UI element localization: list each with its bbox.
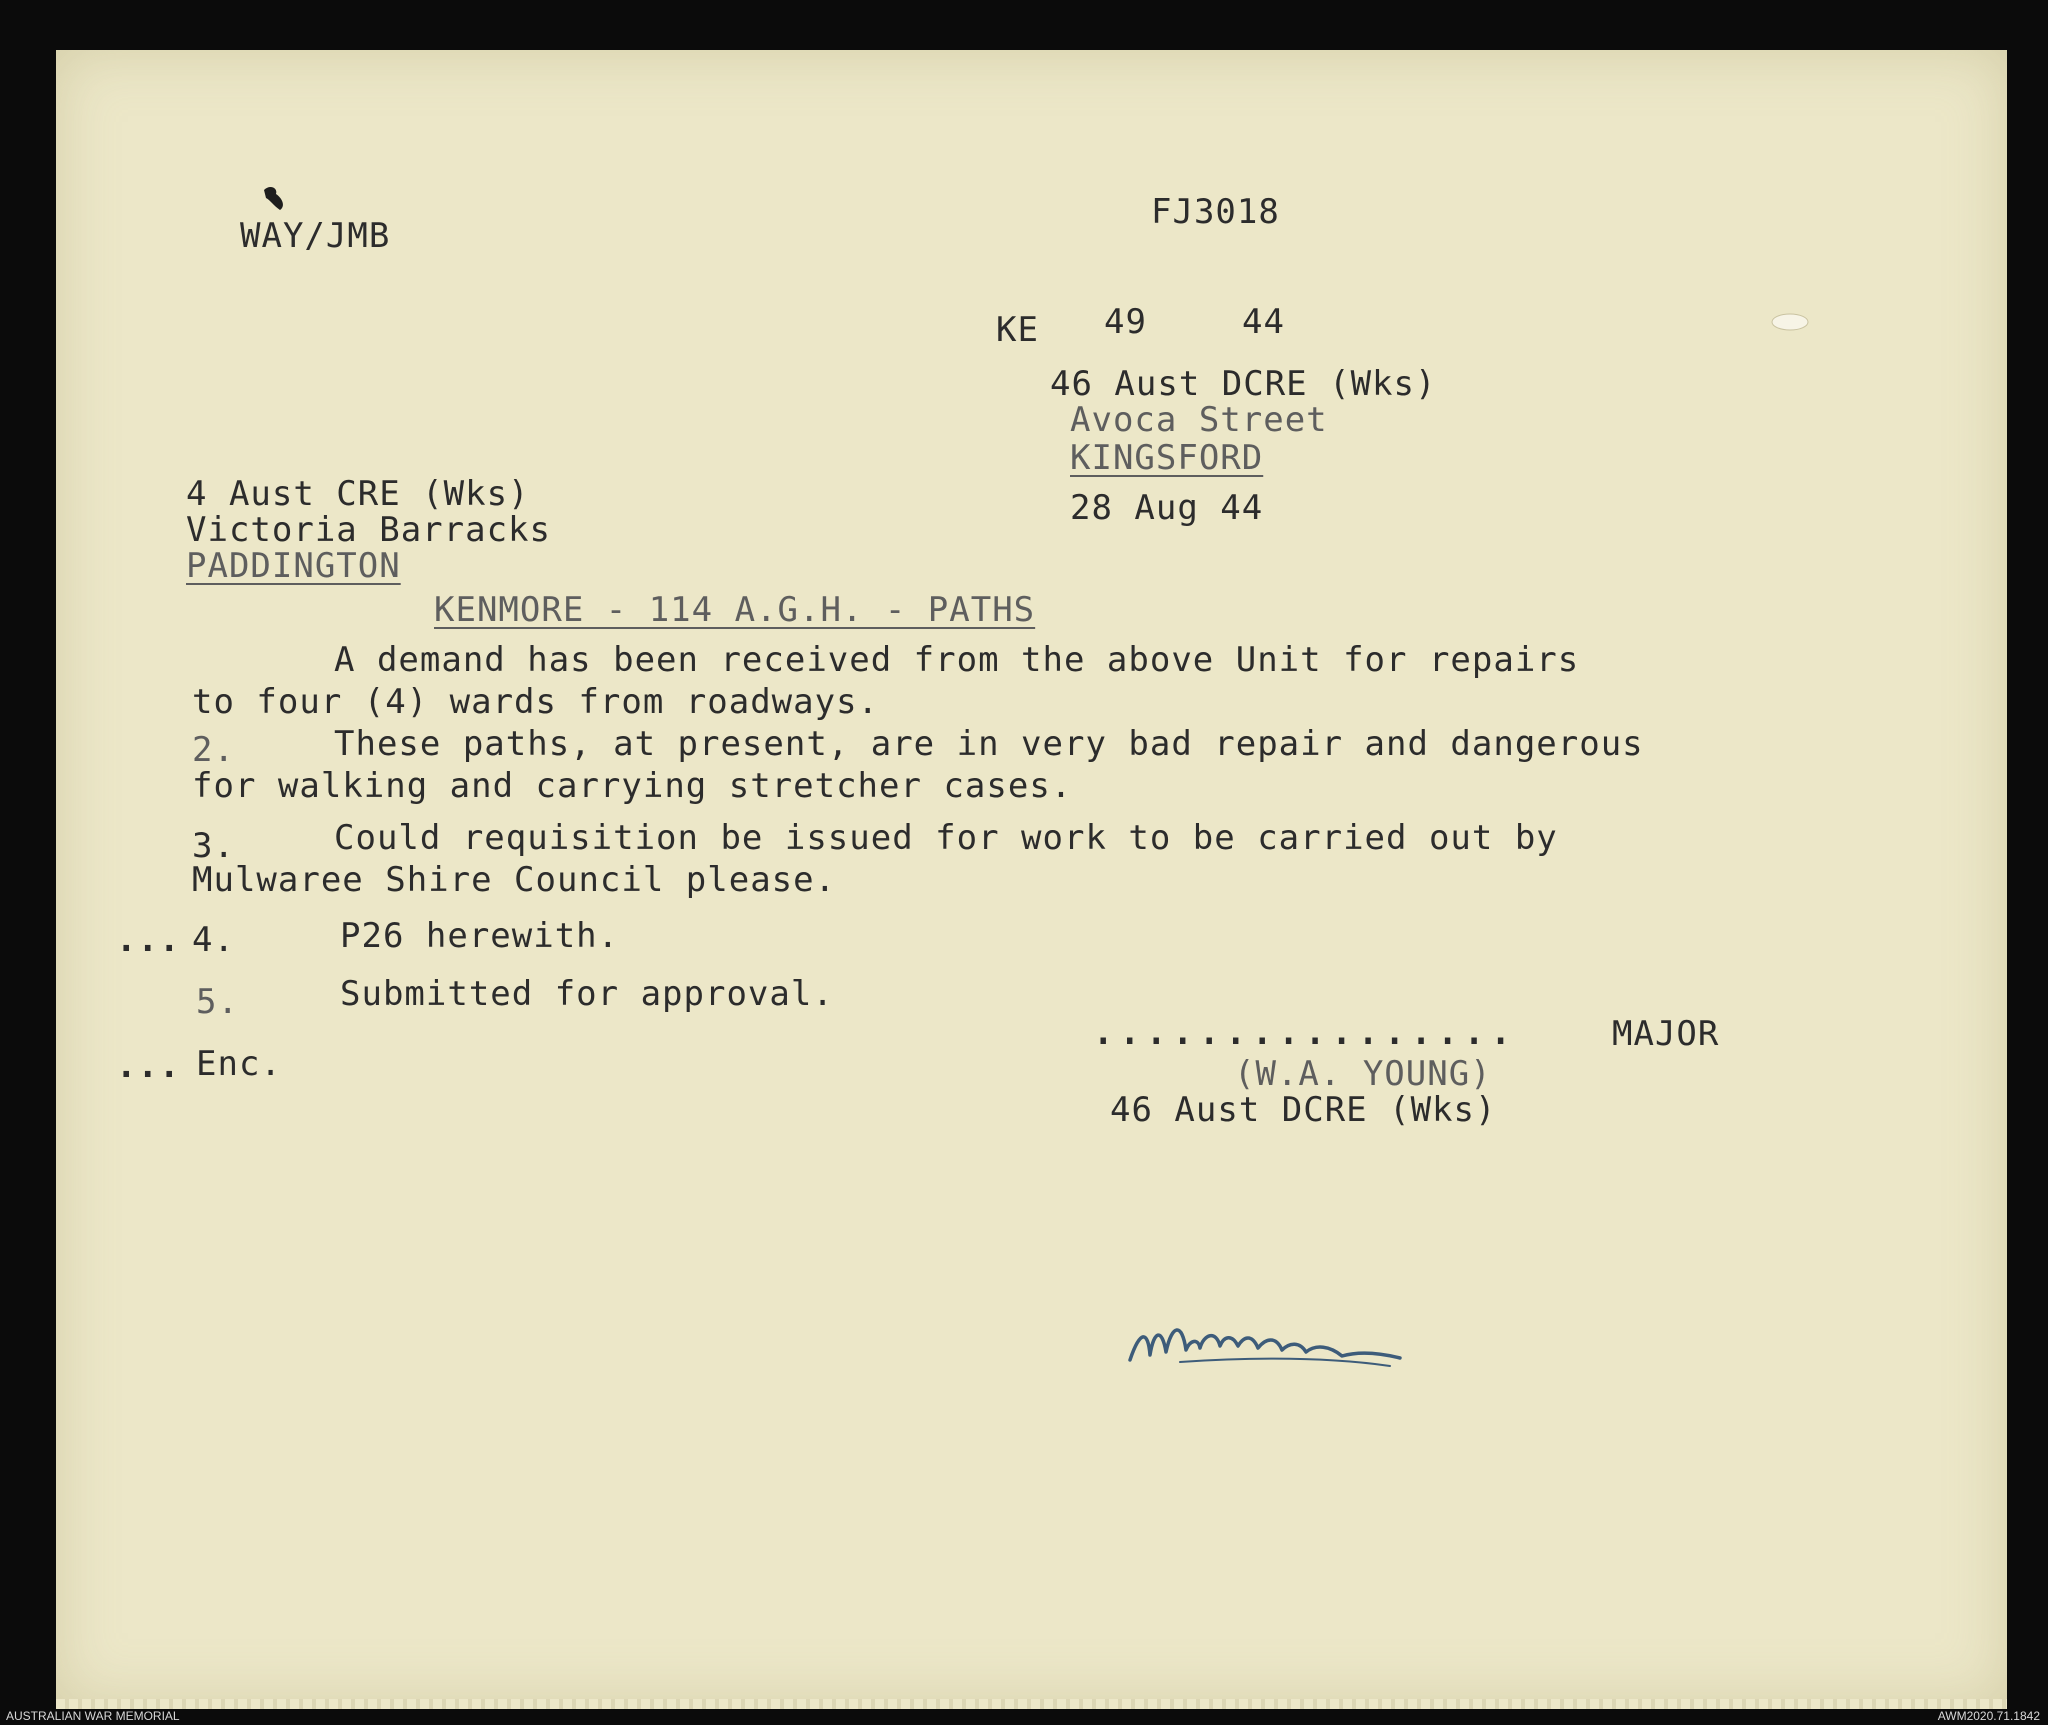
paragraph-5-number: 5. — [196, 982, 239, 1022]
enclosure-label: Enc. — [196, 1044, 282, 1084]
footer-archive-name: AUSTRALIAN WAR MEMORIAL — [6, 1709, 180, 1723]
paragraph-4-marker: ... — [116, 920, 181, 960]
signature-name: (W.A. YOUNG) — [1234, 1054, 1492, 1094]
subject-heading: KENMORE - 114 A.G.H. - PATHS — [434, 590, 1036, 630]
footer-accession-number: AWM2020.71.1842 — [1937, 1709, 2040, 1723]
document-page — [56, 50, 2007, 1705]
recipient-unit: 4 Aust CRE (Wks) — [186, 474, 530, 514]
handwritten-signature — [1120, 1300, 1420, 1390]
paragraph-3-line-1: Could requisition be issued for work to be carried out by — [334, 818, 1558, 858]
paragraph-3-number: 3. — [192, 826, 235, 866]
ke-code: KE — [996, 310, 1039, 350]
recipient-street: Victoria Barracks — [186, 510, 551, 550]
paragraph-2-number: 2. — [192, 730, 235, 770]
signature-rank: MAJOR — [1612, 1014, 1720, 1054]
signature-dots: ................ — [1090, 1004, 1514, 1055]
ink-blot-mark — [256, 180, 296, 220]
enclosure-marker: ... — [116, 1046, 181, 1086]
paper-hole-mark — [1766, 308, 1816, 338]
ke-number: 49 — [1104, 302, 1147, 342]
paragraph-4-text: P26 herewith. — [340, 916, 620, 956]
sender-suburb: KINGSFORD — [1070, 438, 1264, 478]
paragraph-1-line-2: to four (4) wards from roadways. — [192, 682, 880, 722]
sender-street: Avoca Street — [1070, 400, 1328, 440]
paragraph-2-line-1: These paths, at present, are in very bad repair and dangerous — [334, 724, 1644, 764]
paragraph-1-line-1: A demand has been received from the above Unit for repairs — [334, 640, 1580, 680]
sender-unit: 46 Aust DCRE (Wks) — [1050, 364, 1437, 404]
ke-year: 44 — [1242, 302, 1285, 342]
letter-date: 28 Aug 44 — [1070, 488, 1264, 528]
signature-unit: 46 Aust DCRE (Wks) — [1110, 1090, 1497, 1130]
paragraph-4-number: 4. — [192, 920, 235, 960]
file-number: FJ3018 — [1151, 192, 1280, 232]
paragraph-2-line-2: for walking and carrying stretcher cases. — [192, 766, 1073, 806]
reference-initials: WAY/JMB — [240, 216, 391, 256]
recipient-suburb: PADDINGTON — [186, 546, 401, 586]
paragraph-3-line-2: Mulwaree Shire Council please. — [192, 860, 837, 900]
paragraph-5-text: Submitted for approval. — [340, 974, 834, 1014]
